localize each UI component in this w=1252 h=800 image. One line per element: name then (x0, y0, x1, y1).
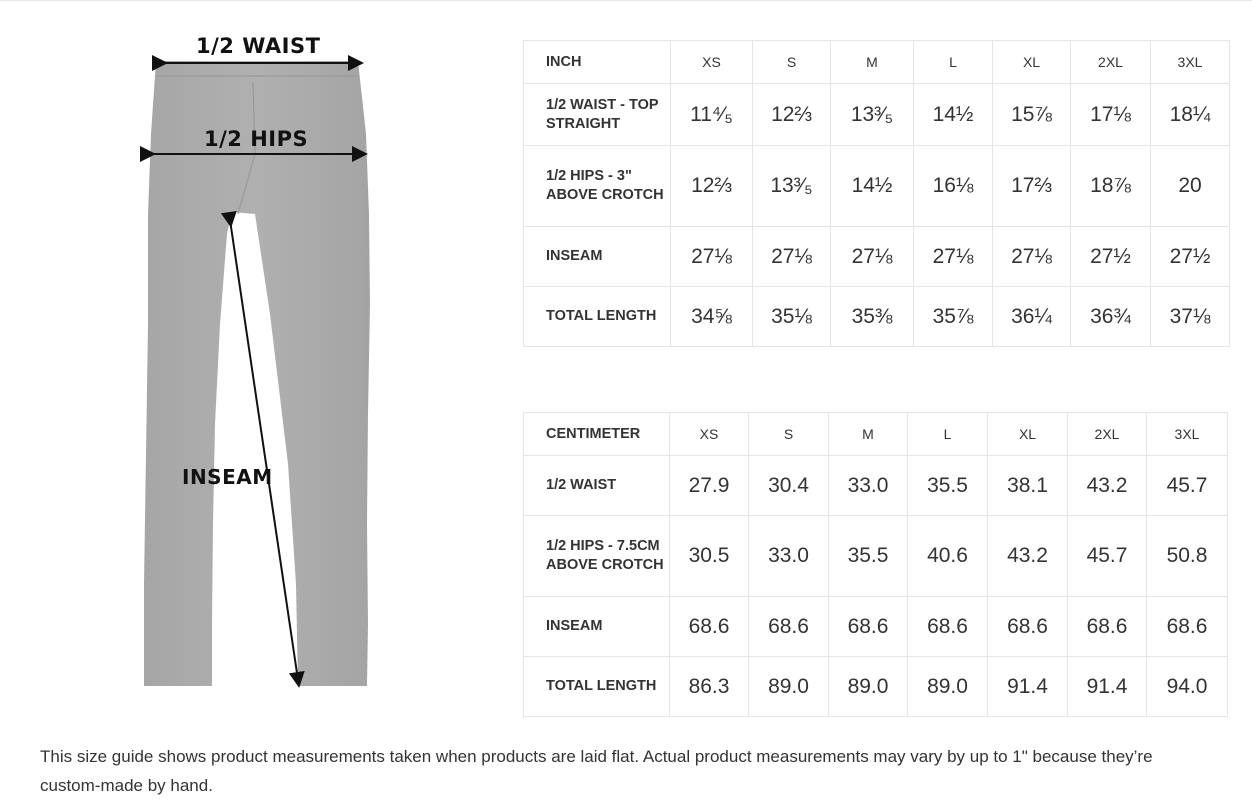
size-header: 3XL (1151, 41, 1230, 84)
table-cell: 94.0 (1147, 657, 1228, 717)
table-cell: 27½ (1071, 227, 1151, 287)
size-header: S (749, 413, 829, 456)
table-cell: 27⅛ (993, 227, 1071, 287)
table-cell: 43.2 (988, 516, 1068, 597)
row-label: 1/2 WAIST (524, 456, 670, 516)
table-cell: 16⅛ (914, 146, 993, 227)
row-label: 1/2 WAIST - TOP STRAIGHT (524, 84, 671, 146)
table-header-row (524, 41, 1230, 84)
table-header-row (524, 413, 1228, 456)
table-cell: 68.6 (1147, 597, 1228, 657)
table-cell: 50.8 (1147, 516, 1228, 597)
table-cell: 33.0 (829, 456, 908, 516)
table-cell: 18¼ (1151, 84, 1230, 146)
size-header: M (829, 413, 908, 456)
table-cell: 36¾ (1071, 287, 1151, 347)
table-cell: 68.6 (749, 597, 829, 657)
leggings-illustration (120, 24, 410, 704)
table-cell: 45.7 (1147, 456, 1228, 516)
table-cell: 38.1 (988, 456, 1068, 516)
table-cell: 68.6 (988, 597, 1068, 657)
leggings-drawing (120, 24, 410, 704)
size-header: 3XL (1147, 413, 1228, 456)
size-header: XS (671, 41, 753, 84)
table-cell: 35⅛ (753, 287, 831, 347)
size-header: M (831, 41, 914, 84)
size-header: L (914, 41, 993, 84)
row-label: INSEAM (524, 597, 670, 657)
table-cell: 33.0 (749, 516, 829, 597)
table-cell: 35.5 (829, 516, 908, 597)
inch-size-table (523, 40, 1230, 347)
size-header: L (908, 413, 988, 456)
table-row (524, 227, 1230, 287)
table-cell: 43.2 (1068, 456, 1147, 516)
size-header: XL (988, 413, 1068, 456)
table-cell: 12⅔ (671, 146, 753, 227)
size-header: S (753, 41, 831, 84)
size-header: 2XL (1071, 41, 1151, 84)
table-cell: 12⅔ (753, 84, 831, 146)
table-cell: 27⅛ (671, 227, 753, 287)
row-label: INSEAM (524, 227, 671, 287)
table-row (524, 516, 1228, 597)
table-cell: 15⅞ (993, 84, 1071, 146)
table-cell: 68.6 (908, 597, 988, 657)
table-cell: 86.3 (670, 657, 749, 717)
table-cell: 68.6 (670, 597, 749, 657)
row-label: 1/2 HIPS - 3" ABOVE CROTCH (524, 146, 671, 227)
table-cell: 35⅜ (831, 287, 914, 347)
table-cell: 27⅛ (914, 227, 993, 287)
waist-label: 1/2 WAIST (196, 34, 321, 58)
table-cell: 30.4 (749, 456, 829, 516)
table-cell: 17⅔ (993, 146, 1071, 227)
table-row (524, 456, 1228, 516)
table-cell: 27⅛ (831, 227, 914, 287)
top-divider (0, 0, 1252, 1)
table-cell: 68.6 (829, 597, 908, 657)
size-header: 2XL (1068, 413, 1147, 456)
table-cell: 36¼ (993, 287, 1071, 347)
centimeter-size-table (523, 412, 1228, 717)
table-cell: 91.4 (988, 657, 1068, 717)
unit-header: INCH (524, 41, 671, 84)
table-cell: 45.7 (1068, 516, 1147, 597)
unit-header: CENTIMETER (524, 413, 670, 456)
row-label: 1/2 HIPS - 7.5CM ABOVE CROTCH (524, 516, 670, 597)
table-cell: 18⅞ (1071, 146, 1151, 227)
table-cell: 91.4 (1068, 657, 1147, 717)
size-guide-note: This size guide shows product measurements taken when products are laid flat. Actual product measurements may vary by up to 1" because they’re custom-made by hand. (40, 747, 1153, 795)
table-cell: 40.6 (908, 516, 988, 597)
table-row (524, 287, 1230, 347)
table-cell: 89.0 (908, 657, 988, 717)
table-cell: 20 (1151, 146, 1230, 227)
table-cell: 14½ (831, 146, 914, 227)
table-cell: 27½ (1151, 227, 1230, 287)
hips-label: 1/2 HIPS (204, 127, 309, 151)
table-cell: 34⅝ (671, 287, 753, 347)
table-row (524, 146, 1230, 227)
table-cell: 27⅛ (753, 227, 831, 287)
table-cell: 13³⁄₅ (753, 146, 831, 227)
size-header: XL (993, 41, 1071, 84)
table-cell: 17⅛ (1071, 84, 1151, 146)
table-cell: 11⁴⁄₅ (671, 84, 753, 146)
table-cell: 35⅞ (914, 287, 993, 347)
size-header: XS (670, 413, 749, 456)
table-cell: 89.0 (749, 657, 829, 717)
row-label: TOTAL LENGTH (524, 287, 671, 347)
table-cell: 68.6 (1068, 597, 1147, 657)
table-cell: 27.9 (670, 456, 749, 516)
table-cell: 13³⁄₅ (831, 84, 914, 146)
table-cell: 37⅛ (1151, 287, 1230, 347)
table-cell: 14½ (914, 84, 993, 146)
table-row (524, 657, 1228, 717)
row-label: TOTAL LENGTH (524, 657, 670, 717)
table-cell: 35.5 (908, 456, 988, 516)
table-cell: 89.0 (829, 657, 908, 717)
table-row (524, 84, 1230, 146)
inseam-label: INSEAM (182, 465, 273, 489)
table-row (524, 597, 1228, 657)
table-cell: 30.5 (670, 516, 749, 597)
